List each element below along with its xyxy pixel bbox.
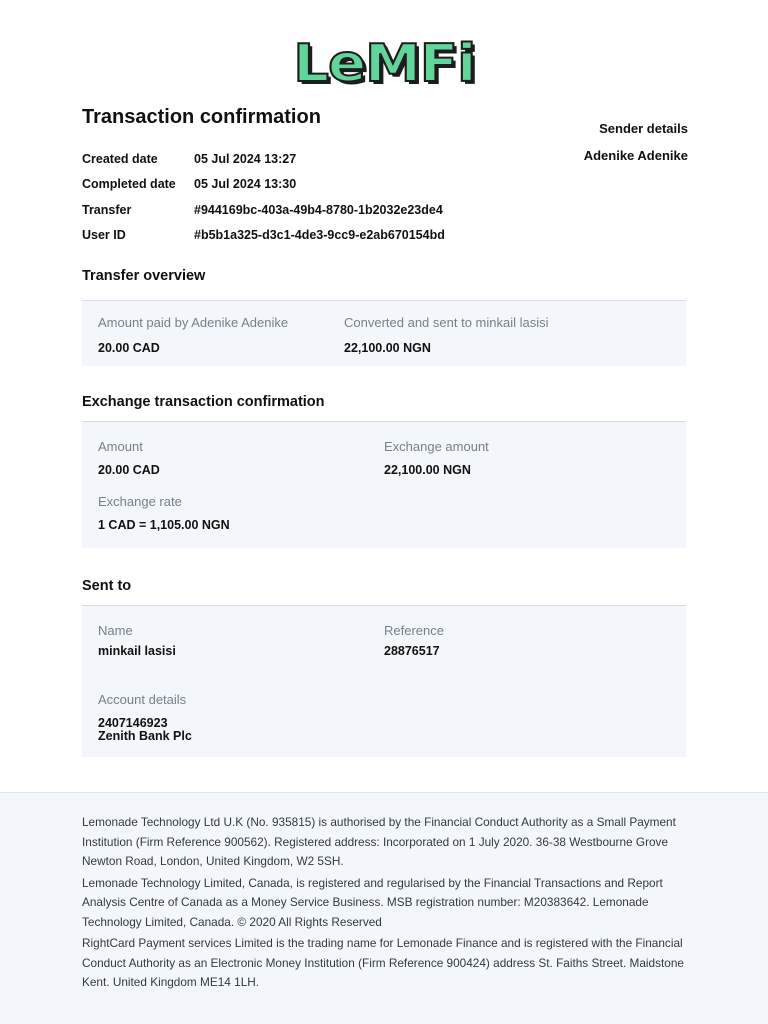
transaction-meta (82, 146, 445, 248)
amount-value: 20.00 CAD (98, 463, 160, 477)
lemfi-logo (0, 36, 768, 92)
sent-to-title: Sent to (82, 578, 132, 594)
page-title: Transaction confirmation (82, 106, 321, 128)
meta-value: 05 Jul 2024 13:27 (194, 151, 297, 166)
meta-value: #944169bc-403a-49b4-8780-1b2032e23de4 (194, 202, 443, 217)
meta-label: Completed date (82, 177, 176, 192)
recipient-name-value: minkail lasisi (98, 644, 176, 658)
exchange-rate-label: Exchange rate (98, 494, 182, 509)
logo-text: LeMFi (293, 34, 475, 94)
footer-paragraph-rightcard: RightCard Payment services Limited is the trading name for Lemonade Finance and is registered with the Financial Conduct Authority as an Electronic Money Institution (Firm Reference 900424) address St. Faiths Street. Maidstone Kent. United Kingdom ME14 1LH. (82, 936, 684, 989)
recipient-name-label: Name (98, 623, 133, 638)
exchange-panel (82, 421, 686, 548)
meta-row-transfer (82, 197, 445, 223)
reference-label: Reference (384, 623, 444, 638)
reference-value: 28876517 (384, 644, 440, 658)
converted-value: 22,100.00 NGN (344, 341, 431, 355)
account-details-label: Account details (98, 692, 187, 707)
account-number: 2407146923 (98, 716, 168, 730)
sender-details (584, 121, 688, 163)
amount-label: Amount (98, 439, 143, 454)
exchange-rate-value: 1 CAD = 1,105.00 NGN (98, 518, 230, 532)
meta-value: 05 Jul 2024 13:30 (194, 177, 297, 192)
meta-label: User ID (82, 228, 126, 243)
transfer-overview-title: Transfer overview (82, 268, 206, 284)
sent-to-panel (82, 605, 686, 757)
sender-details-title: Sender details (599, 121, 688, 136)
meta-value: #b5b1a325-d3c1-4de3-9cc9-e2ab670154bd (194, 228, 445, 243)
converted-label: Converted and sent to minkail lasisi (344, 315, 549, 330)
sender-name: Adenike Adenike (583, 148, 688, 163)
exchange-amount-label: Exchange amount (384, 439, 489, 454)
meta-label: Created date (82, 151, 158, 166)
transfer-overview-panel (82, 300, 686, 366)
legal-footer (0, 792, 768, 1024)
meta-row-user-id (82, 223, 445, 249)
footer-paragraph-canada: Lemonade Technology Limited, Canada, is registered and regularised by the Financial Transactions and Report Analysis Centre of Canada as a Money Service Business. MSB registration number: M20383642. Lemonade Technology Limited, Canada. © 2020 All Rights Reserved (82, 875, 663, 929)
exchange-title: Exchange transaction confirmation (82, 394, 325, 410)
amount-paid-label: Amount paid by Adenike Adenike (98, 315, 289, 330)
meta-label: Transfer (82, 202, 132, 217)
exchange-amount-value: 22,100.00 NGN (384, 463, 471, 477)
footer-paragraph-uk: Lemonade Technology Ltd U.K (No. 935815) is authorised by the Financial Conduct Authority as a Small Payment Institution (Firm Reference 900562). Registered address: Incorporated on 1 July 2020. 36-38 Westbourne Grove Newton Road, London, United Kingdom, W2 5SH. (82, 815, 676, 868)
bank-name: Zenith Bank Plc (98, 729, 192, 743)
meta-row-completed (82, 172, 445, 198)
meta-row-created (82, 146, 445, 172)
amount-paid-value: 20.00 CAD (98, 341, 160, 355)
